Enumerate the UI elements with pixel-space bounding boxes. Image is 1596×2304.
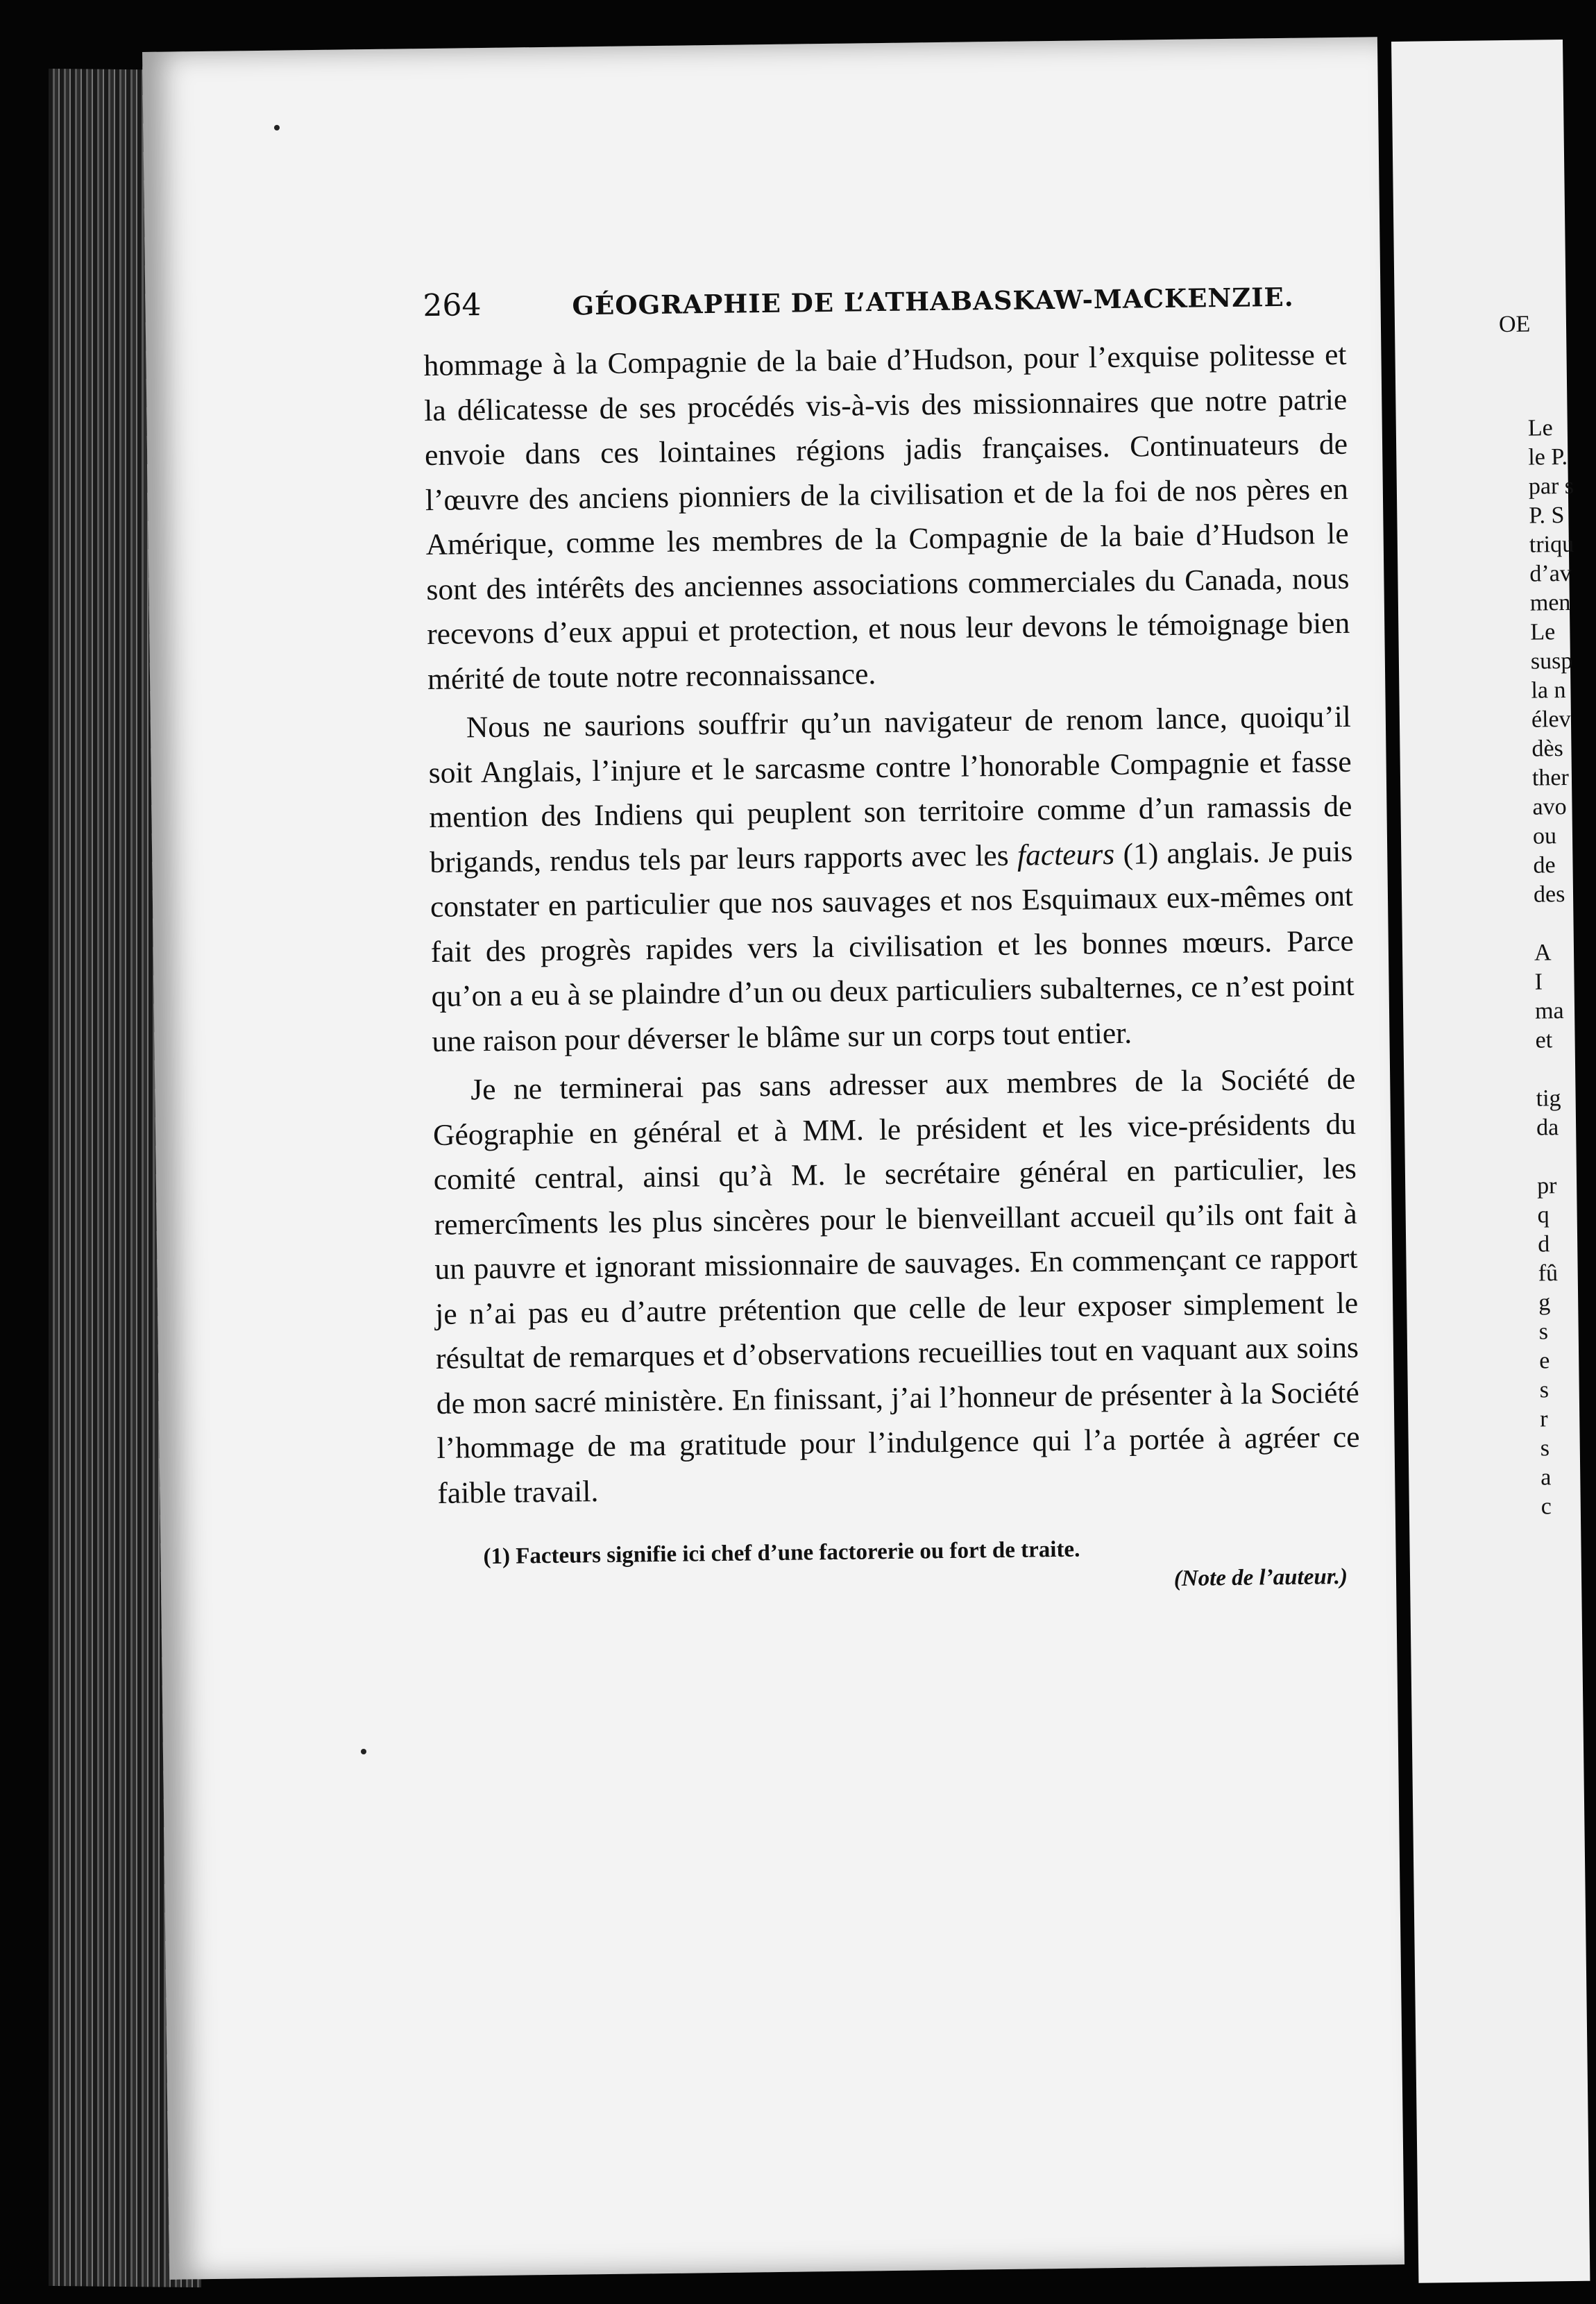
- facing-page-text-fragment: a: [1540, 1464, 1552, 1491]
- facing-page-text-fragment: pr: [1536, 1173, 1557, 1199]
- page-content: [423, 277, 1361, 1603]
- facing-page-text-fragment: la n: [1531, 677, 1566, 704]
- facteurs-italic: facteurs: [1017, 837, 1115, 872]
- facing-page-text-fragment: I: [1534, 969, 1543, 995]
- facing-page-text-fragment: g: [1538, 1289, 1551, 1316]
- ink-speck: [361, 1749, 366, 1754]
- facing-page-text-fragment: ma: [1534, 998, 1564, 1024]
- facing-page-text-fragment: Le: [1530, 619, 1556, 645]
- facing-page-text-fragment: d’av: [1529, 560, 1572, 587]
- facing-page-text-fragment: ther: [1531, 764, 1570, 791]
- footnote-text: (1) Facteurs signifie ici chef d’une factorerie ou fort de traite.: [483, 1536, 1080, 1570]
- facing-page-text-fragment: de: [1533, 852, 1556, 879]
- facing-page-text-fragment: e: [1539, 1348, 1550, 1374]
- facing-page-text-fragment: r: [1540, 1406, 1548, 1432]
- paragraph-2-text: Nous ne saurions souffrir qu’un navigateur de renom lance, quoiqu’il soit Anglais, l’injure et le sarcasme contre l’honorable Compagnie et fasse mention des Indiens qui peuplent son territoire comme d’un ramassis de brigands, rendus tels par leurs rapports avec les: [428, 700, 1352, 879]
- paragraph-1: hommage à la Compagnie de la baie d’Hudson, pour l’exquise politesse et la délicatesse de ses procédés vis-à-vis des missionnaires que notre patrie envoie dans ces lointaines régions jadis françaises. Continuateurs de l’œuvre des anciens pionniers de la civilisation et de la foi de nos pères en Amérique, comme les membres de la Compagnie de la baie d’Hudson le sont des intérêts des anciennes associations commerciales du Canada, nous recevons d’eux appui et protection, et nous leur devons le témoignage bien mérité de toute notre reconnaissance.: [423, 337, 1350, 696]
- running-head: GÉOGRAPHIE DE L’ATHABASKAW-MACKENZIE.: [572, 281, 1294, 321]
- page-header: [423, 277, 1346, 337]
- facing-page-text-fragment: triqu: [1529, 531, 1574, 558]
- footnote: [438, 1531, 1361, 1603]
- facing-page-text-fragment: A: [1534, 940, 1552, 966]
- facing-page-fragment: [1391, 40, 1590, 2283]
- paragraph-3: Je ne terminerai pas sans adresser aux membres de la Société de Géographie en général et à MM. le président et les vice-présidents du comité central, ainsi qu’à M. le secrétaire général en particulier, les remercîments les plus sincères pour le bienveillant accueil qu’ils ont fait à un pauvre et ignorant missionnaire de sauvages. En commençant ce rapport je n’ai pas eu d’autre prétention que celle de leur exposer simplement le résultat de remarques et d’observations recueillies tout en vaquant aux soins de mon sacré ministère. En finissant, j’ai l’honneur de présenter à la Société l’hommage de ma gratitude pour l’indulgence qui l’a portée à agréer ce faible travail.: [432, 1062, 1360, 1510]
- facing-page-text-fragment: fû: [1538, 1260, 1559, 1287]
- facing-page-text-fragment: s: [1540, 1435, 1550, 1462]
- facing-page-text-fragment: des: [1533, 881, 1565, 908]
- facing-page-text-fragment: s: [1538, 1319, 1549, 1345]
- facing-page-text-fragment: dès: [1531, 736, 1564, 762]
- facing-page-text-fragment: avo: [1532, 793, 1567, 820]
- facing-page-text-fragment: et: [1535, 1027, 1553, 1053]
- facing-page-text-fragment: par s: [1528, 473, 1574, 500]
- facing-page-text-fragment: q: [1537, 1202, 1550, 1228]
- page-number: 264: [423, 287, 482, 324]
- footnote-note: (Note de l’auteur.): [1173, 1564, 1348, 1591]
- facing-page-text-fragment: c: [1540, 1493, 1552, 1520]
- facing-page-text-fragment: susp: [1530, 647, 1573, 675]
- book-page: [142, 37, 1404, 2280]
- facing-page-text-fragment: ou: [1532, 823, 1557, 849]
- facing-page-text-fragment: P. S: [1529, 502, 1565, 529]
- paragraph-2: [428, 695, 1355, 1064]
- facing-page-text-fragment: men: [1529, 589, 1571, 616]
- facing-page-text-fragment: élev: [1531, 706, 1571, 733]
- facing-page-text-fragment: tig: [1536, 1085, 1561, 1112]
- facing-page-text-fragment: s: [1539, 1377, 1550, 1403]
- facing-page-text-fragment: le P.: [1528, 443, 1568, 471]
- ink-speck: [274, 125, 280, 130]
- body-text: [423, 332, 1361, 1516]
- facing-page-text-fragment: OE: [1498, 311, 1531, 338]
- facing-page-text-fragment: d: [1537, 1231, 1550, 1257]
- paragraph-2-rest: (1) anglais. Je puis constater en particulier que nos sauvages et nos Esquimaux eux-mêmes ont fait des progrès rapides vers la civilisation et les bonnes mœurs. Parce qu’on a eu à se plaindre d’un ou deux particuliers subalternes, ce n’est point une raison pour déverser le blâme sur un corps tout entier.: [430, 834, 1355, 1058]
- facing-page-text-fragment: Le: [1527, 415, 1553, 441]
- facing-page-text-fragment: da: [1536, 1115, 1559, 1141]
